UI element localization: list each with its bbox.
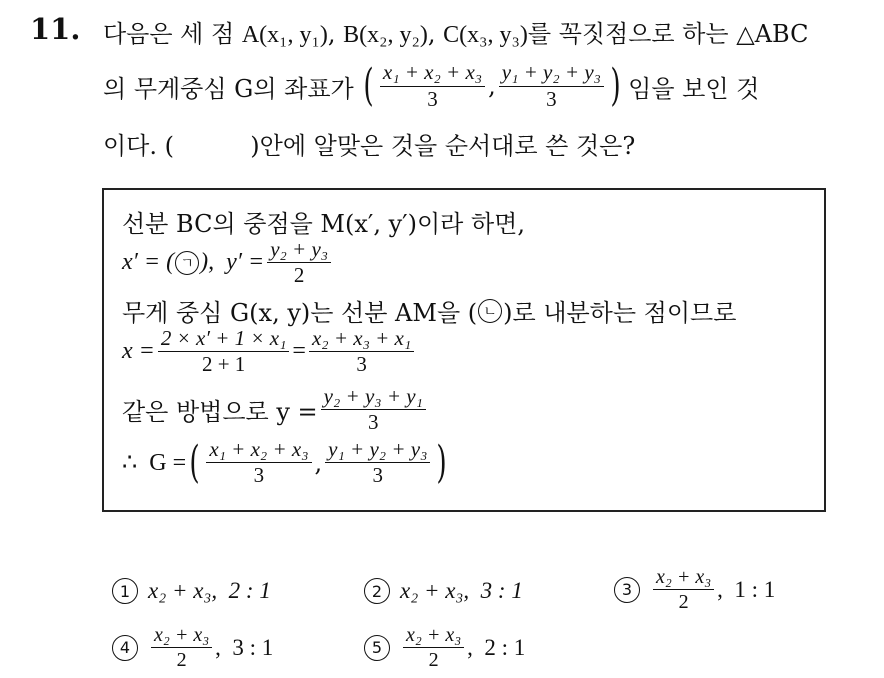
question-line1-pre: 다음은 세 점	[103, 20, 242, 48]
choice-2[interactable]	[364, 578, 523, 604]
question-line-1: 다음은 세 점 A(x₁, y₁), B(x₂, y₂), C(x₃, y₃)를 꼭짓점으로 하는 △ABC	[103, 20, 809, 48]
point-b: B(x₂, y₂)	[343, 22, 428, 48]
x-division-denominator: 2 + 1	[201, 352, 246, 377]
g-left-paren: (	[189, 436, 200, 488]
x-internal-division-fraction	[158, 327, 290, 376]
choice-4-fraction	[151, 624, 212, 671]
g-y-fraction	[325, 438, 430, 487]
choice-1-marker: 1	[112, 578, 138, 604]
choice-4[interactable]	[112, 624, 273, 671]
centroid-y-numerator: y₁ + y₂ + y₃	[499, 61, 604, 86]
g-y-denominator: 3	[372, 463, 384, 488]
box-line5-pre: 같은 방법으로 y =	[122, 398, 318, 427]
box-line-5	[122, 385, 429, 434]
box-line-4	[122, 327, 417, 376]
box-line4-eq: =	[292, 338, 306, 365]
box-line4-pre: x =	[122, 338, 155, 365]
box-line2-mid: ), y′ =	[200, 249, 265, 276]
box-line3-post: )로 내분하는 점이므로	[503, 299, 737, 327]
centroid-y-denominator: 3	[546, 86, 557, 111]
g-y-numerator: y₁ + y₂ + y₃	[325, 438, 430, 463]
x-result-denominator: 3	[356, 352, 367, 377]
choice-2-marker: 2	[364, 578, 390, 604]
point-c: C(x₃, y₃)	[443, 22, 528, 48]
choice-5[interactable]	[364, 624, 525, 671]
choice-5-fraction	[403, 624, 464, 671]
choice-3-marker: 3	[614, 577, 640, 603]
choice-4-marker: 4	[112, 635, 138, 661]
midpoint-y-numerator: y₂ + y₃	[267, 238, 331, 263]
question-number: 11.	[30, 12, 81, 46]
y-result-denominator: 3	[368, 410, 379, 435]
box-line-1: 선분 BC의 중점을 M(x′, y′)이라 하면,	[122, 210, 525, 238]
g-right-paren: )	[436, 436, 448, 488]
choice-2-text: x₂ + x₃, 3 : 1	[400, 578, 523, 603]
y-result-fraction	[321, 385, 426, 434]
centroid-x-numerator: x₁ + x₂ + x₃	[380, 61, 485, 86]
blank-marker-1: ㄱ	[175, 251, 199, 275]
g-x-fraction	[206, 438, 311, 487]
question-line1-post: 를 꼭짓점으로 하는 △ABC	[527, 20, 809, 48]
midpoint-y-fraction	[267, 238, 331, 287]
choice-5-marker: 5	[364, 635, 390, 661]
right-paren: )	[610, 60, 621, 111]
box-line6-pre: ∴ G =	[122, 450, 187, 477]
choice-3-denominator: 2	[678, 591, 689, 613]
choice-1[interactable]	[112, 578, 271, 604]
choice-3-ratio: , 1 : 1	[717, 576, 776, 602]
choice-3[interactable]	[614, 566, 775, 613]
midpoint-y-denominator: 2	[293, 263, 305, 288]
g-x-numerator: x₁ + x₂ + x₃	[206, 438, 311, 463]
choice-3-numerator: x₂ + x₃	[653, 566, 714, 590]
centroid-x-denominator: 3	[427, 86, 438, 111]
question-line2-post: 임을 보인 것	[628, 74, 760, 103]
question-line-3: 이다. ( )안에 알맞은 것을 순서대로 쓴 것은?	[103, 132, 636, 160]
left-paren: (	[363, 60, 374, 111]
choice-5-denominator: 2	[428, 649, 439, 671]
box-line-6: ∴ G = ( $\frac{\text{x₁ + x₂ + x₃}}{3}$ , $\frac{\text{y₁ + y₂ + y₃}}{3}$ )	[122, 436, 448, 488]
box-line2-pre: x′ = (	[122, 249, 175, 276]
choice-5-numerator: x₂ + x₃	[403, 624, 464, 648]
y-result-numerator: y₂ + y₃ + y₁	[321, 385, 426, 410]
question-line-2: 의 무게중심 G의 좌표가 ( $\frac{\text{x₁ + x₂ + x₃}}{3}$ , $\frac{\text{y₁ + y₂ + y₃}}{3}$ ) 임을 보인 것	[103, 60, 760, 111]
x-division-numerator: 2 × x′ + 1 × x₁	[158, 327, 290, 352]
x-result-numerator: x₂ + x₃ + x₁	[309, 327, 414, 352]
point-a: A(x₁, y₁)	[241, 22, 328, 48]
box-line-3	[122, 293, 736, 328]
question-line2-pre: 의 무게중심 G의 좌표가	[103, 74, 354, 103]
centroid-x-fraction	[380, 61, 485, 110]
choice-4-numerator: x₂ + x₃	[151, 624, 212, 648]
box-line-2	[122, 238, 334, 287]
box-line3-pre: 무게 중심 G(x, y)는 선분 AM을 (	[122, 299, 478, 327]
choice-4-denominator: 2	[176, 649, 187, 671]
choice-4-ratio: , 3 : 1	[215, 634, 274, 660]
blank-marker-2: ㄴ	[478, 299, 502, 323]
choice-3-fraction	[653, 566, 714, 613]
choice-5-ratio: , 2 : 1	[467, 634, 526, 660]
x-result-fraction	[309, 327, 414, 376]
choice-1-text: x₂ + x₃, 2 : 1	[148, 578, 271, 603]
centroid-y-fraction	[499, 61, 604, 110]
g-x-denominator: 3	[253, 463, 265, 488]
